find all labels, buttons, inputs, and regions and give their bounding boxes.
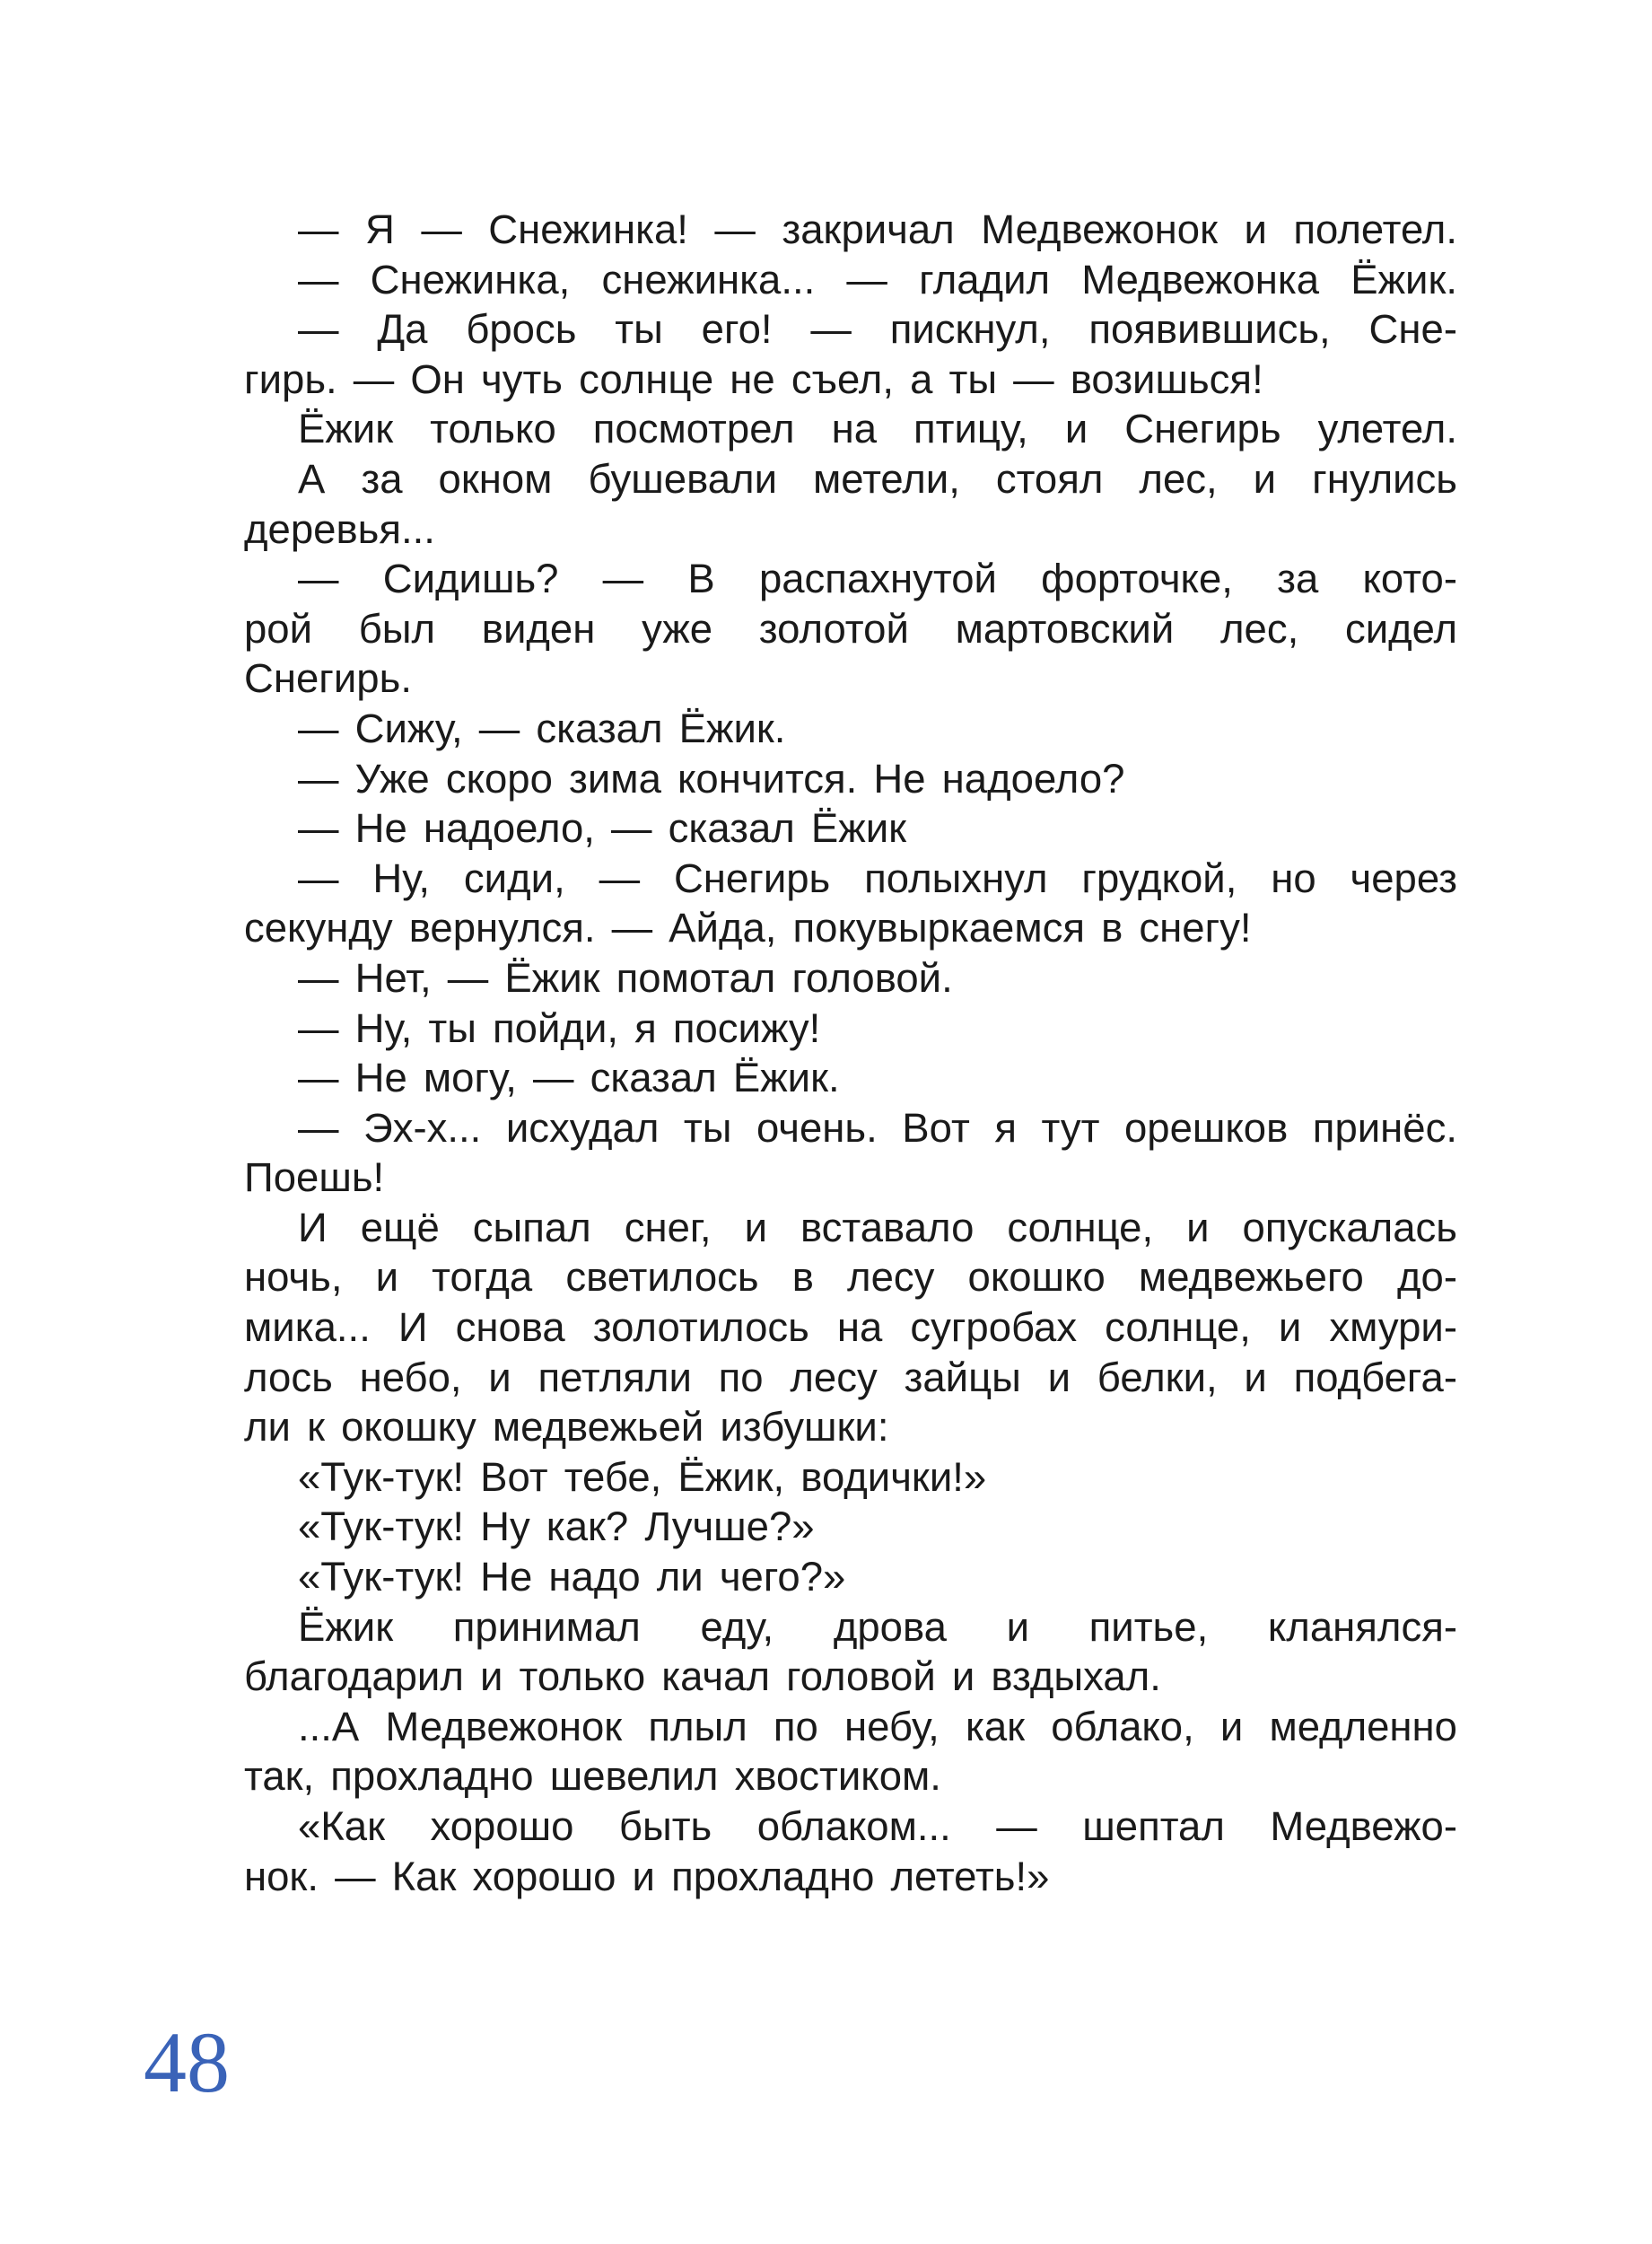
story-text	[244, 205, 1457, 1901]
text-line: — Уже скоро зима кончится. Не надоело?	[298, 755, 1125, 802]
text-line: нок. — Как хорошо и прохладно лететь!»	[244, 1853, 1050, 1899]
text-line: — Сидишь? — В распахнутой форточке, за кото-	[298, 556, 1457, 602]
text-line: — Сижу, — сказал Ёжик.	[298, 705, 786, 751]
text-line: — Не могу, — сказал Ёжик.	[298, 1055, 840, 1101]
text-line: — Ну, ты пойди, я посижу!	[298, 1004, 821, 1051]
page-number: 48	[144, 2014, 230, 2110]
text-line: мика... И снова золотилось на сугробах солнце, и хмури-	[244, 1304, 1457, 1351]
text-line: — Нет, — Ёжик помотал головой.	[298, 954, 953, 1001]
text-line: деревья...	[244, 505, 435, 552]
text-line: рой был виден уже золотой мартовский лес, сидел	[244, 605, 1457, 652]
text-line: ...А Медвежонок плыл по небу, как облако, и медленно	[298, 1703, 1457, 1749]
text-line: — Ну, сиди, — Снегирь полыхнул грудкой, но через	[298, 855, 1457, 901]
text-line: — Снежинка, снежинка... — гладил Медвежонка Ёжик.	[298, 256, 1457, 302]
text-line: — Да брось ты его! — пискнул, появившись, Сне-	[298, 306, 1457, 353]
text-line: И ещё сыпал снег, и вставало солнце, и опускалась	[298, 1204, 1457, 1250]
text-line: «Тук-тук! Ну как? Лучше?»	[298, 1503, 815, 1550]
text-line: секунду вернулся. — Айда, покувыркаемся в снегу!	[244, 905, 1252, 951]
text-line: Снегирь.	[244, 655, 412, 702]
text-line: А за окном бушевали метели, стоял лес, и гнулись	[298, 455, 1457, 502]
text-line: ночь, и тогда светилось в лесу окошко медвежьего до-	[244, 1254, 1457, 1301]
text-line: «Тук-тук! Вот тебе, Ёжик, водички!»	[298, 1453, 987, 1500]
text-line: ли к окошку медвежьей избушки:	[244, 1404, 889, 1451]
text-line: гирь. — Он чуть солнце не съел, а ты — возишься!	[244, 355, 1263, 402]
text-line: Ёжик только посмотрел на птицу, и Снегирь улетел.	[298, 406, 1457, 452]
text-line: «Тук-тук! Не надо ли чего?»	[298, 1554, 846, 1600]
text-line: — Не надоело, — сказал Ёжик	[298, 805, 907, 852]
text-line: лось небо, и петляли по лесу зайцы и белки, и подбега-	[244, 1354, 1457, 1400]
text-line: — Я — Снежинка! — закричал Медвежонок и полетел.	[298, 206, 1457, 252]
text-line: Ёжик принимал еду, дрова и питье, кланялся-	[298, 1603, 1457, 1650]
text-line: «Как хорошо быть облаком... — шептал Медвежо-	[298, 1803, 1457, 1849]
text-line: — Эх-х... исхудал ты очень. Вот я тут орешков принёс.	[298, 1104, 1457, 1151]
text-line: благодарил и только качал головой и вздыхал.	[244, 1653, 1161, 1700]
text-line: так, прохладно шевелил хвостиком.	[244, 1753, 941, 1800]
text-line: Поешь!	[244, 1154, 385, 1201]
